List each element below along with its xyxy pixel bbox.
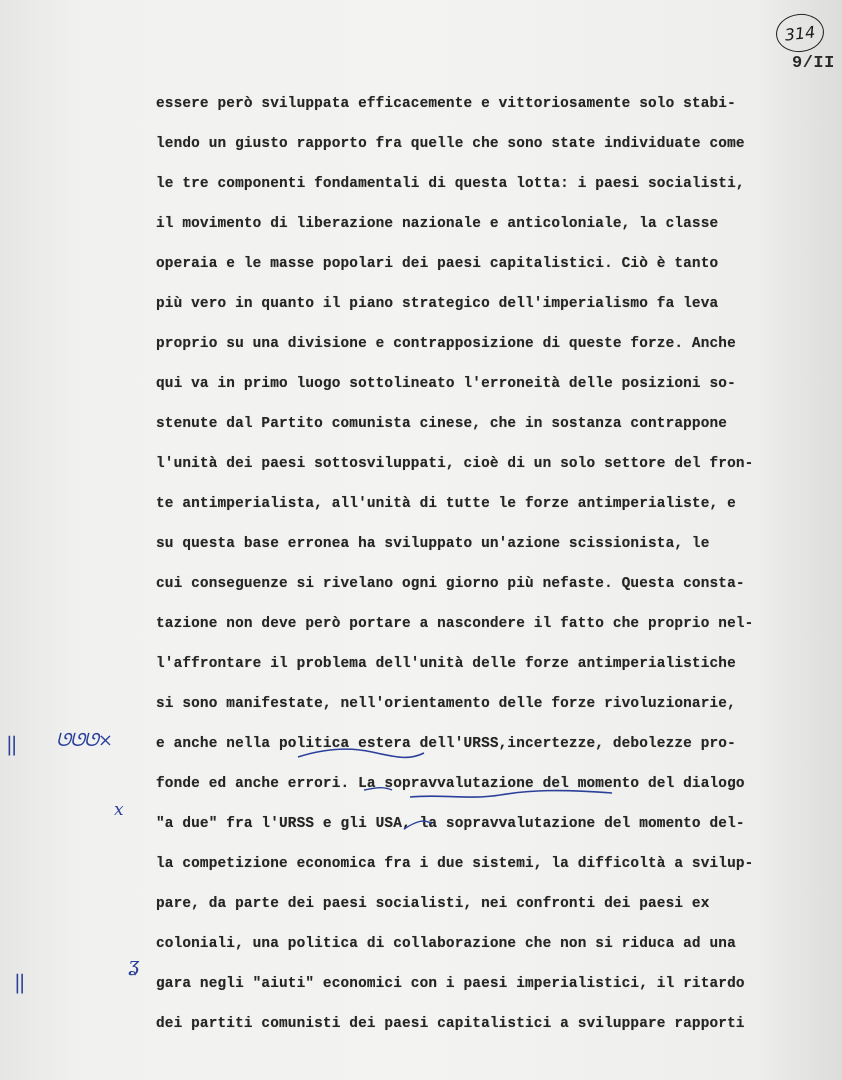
margin-bar-mark: || bbox=[6, 732, 16, 756]
text-line: il movimento di liberazione nazionale e anticoloniale, la classe bbox=[156, 216, 719, 232]
text-line: essere però sviluppata efficacemente e vittoriosamente solo stabi- bbox=[156, 96, 736, 112]
margin-cross-mark: x bbox=[114, 800, 124, 820]
text-line: l'unità dei paesi sottosviluppati, cioè di un solo settore del fron- bbox=[156, 456, 754, 472]
text-line: lendo un giusto rapporto fra quelle che sono state individuate come bbox=[156, 136, 745, 152]
text-line: stenute dal Partito comunista cinese, che in sostanza contrappone bbox=[156, 416, 728, 432]
text-line: operaia e le masse popolari dei paesi capitalistici. Ciò è tanto bbox=[156, 256, 719, 272]
text-line: dei partiti comunisti dei paesi capitalistici a sviluppare rapporti bbox=[156, 1016, 745, 1032]
typewritten-body bbox=[156, 90, 828, 1050]
text-line: pare, da parte dei paesi socialisti, nei confronti dei paesi ex bbox=[156, 896, 710, 912]
text-line: le tre componenti fondamentali di questa lotta: i paesi socialisti, bbox=[156, 176, 745, 192]
text-line: coloniali, una politica di collaborazione che non si riduca ad una bbox=[156, 936, 736, 952]
margin-bar-mark: || bbox=[14, 970, 24, 994]
margin-squiggle-mark: ʓ bbox=[128, 952, 140, 976]
text-line: più vero in quanto il piano strategico dell'imperialismo fa leva bbox=[156, 296, 719, 312]
text-line: gara negli "aiuti" economici con i paesi imperialistici, il ritardo bbox=[156, 976, 745, 992]
page-number: 9/II bbox=[792, 54, 835, 73]
text-line: l'affrontare il problema dell'unità delle forze antimperialistiche bbox=[156, 656, 736, 672]
text-line: te antimperialista, all'unità di tutte le forze antimperialiste, e bbox=[156, 496, 736, 512]
text-line: fonde ed anche errori. La sopravvalutazione del momento del dialogo bbox=[156, 776, 745, 792]
text-line: "a due" fra l'URSS e gli USA, la sopravvalutazione del momento del- bbox=[156, 816, 745, 832]
text-line: si sono manifestate, nell'orientamento delle forze rivoluzionarie, bbox=[156, 696, 736, 712]
text-line: e anche nella politica estera dell'URSS,incertezze, debolezze pro- bbox=[156, 736, 736, 752]
text-line: tazione non deve però portare a nascondere il fatto che proprio nel- bbox=[156, 616, 754, 632]
text-line: su questa base erronea ha sviluppato un'azione scissionista, le bbox=[156, 536, 710, 552]
text-line: qui va in primo luogo sottolineato l'erroneità delle posizioni so- bbox=[156, 376, 736, 392]
text-line: proprio su una divisione e contrapposizione di queste forze. Anche bbox=[156, 336, 736, 352]
archive-stamp bbox=[774, 12, 826, 55]
text-line: cui conseguenze si rivelano ogni giorno più nefaste. Questa consta- bbox=[156, 576, 745, 592]
margin-scribble: ᘎᘎᘎ× bbox=[56, 730, 112, 751]
text-line: la competizione economica fra i due sistemi, la difficoltà a svilup- bbox=[156, 856, 754, 872]
archive-number: 314 bbox=[783, 21, 817, 45]
